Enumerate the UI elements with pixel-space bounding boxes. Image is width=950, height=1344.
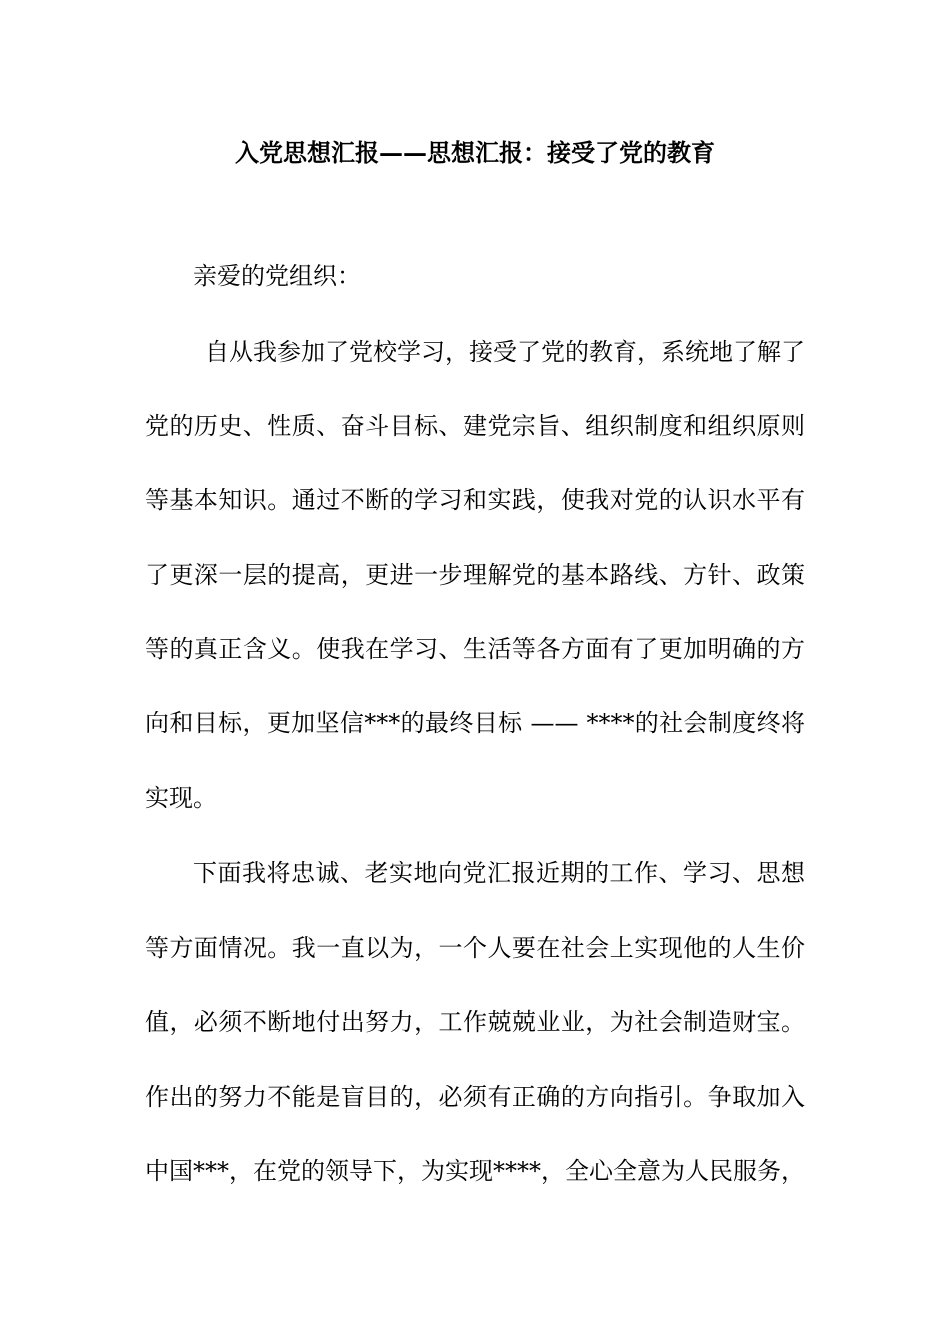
paragraph-2-line-2: 等方面情况。我一直以为，一个人要在社会上实现他的人生价 <box>145 934 805 962</box>
paragraph-2-line-3: 值，必须不断地付出努力，工作兢兢业业，为社会制造财宝。 <box>145 1008 805 1036</box>
paragraph-1-line-3: 等基本知识。通过不断的学习和实践，使我对党的认识水平有 <box>145 486 805 514</box>
paragraph-2-line-1: 下面我将忠诚、老实地向党汇报近期的工作、学习、思想 <box>193 859 805 887</box>
paragraph-2-line-4: 作出的努力不能是盲目的，必须有正确的方向指引。争取加入 <box>145 1083 805 1111</box>
paragraph-2-line-5: 中国***，在党的领导下，为实现****，全心全意为人民服务， <box>145 1157 805 1185</box>
paragraph-1-line-1: 自从我参加了党校学习，接受了党的教育，系统地了解了 <box>205 338 805 366</box>
paragraph-1-line-5: 等的真正含义。使我在学习、生活等各方面有了更加明确的方 <box>145 635 805 663</box>
paragraph-1-line-6: 向和目标，更加坚信***的最终目标 —— ****的社会制度终将 <box>145 709 805 737</box>
paragraph-1-line-7: 实现。 <box>145 784 217 812</box>
document-title: 入党思想汇报——思想汇报：接受了党的教育 <box>235 138 715 167</box>
paragraph-1-line-2: 党的历史、性质、奋斗目标、建党宗旨、组织制度和组织原则 <box>145 412 805 440</box>
paragraph-1-line-4: 了更深一层的提高，更进一步理解党的基本路线、方针、政策 <box>145 561 805 589</box>
salutation: 亲爱的党组织： <box>193 262 361 290</box>
